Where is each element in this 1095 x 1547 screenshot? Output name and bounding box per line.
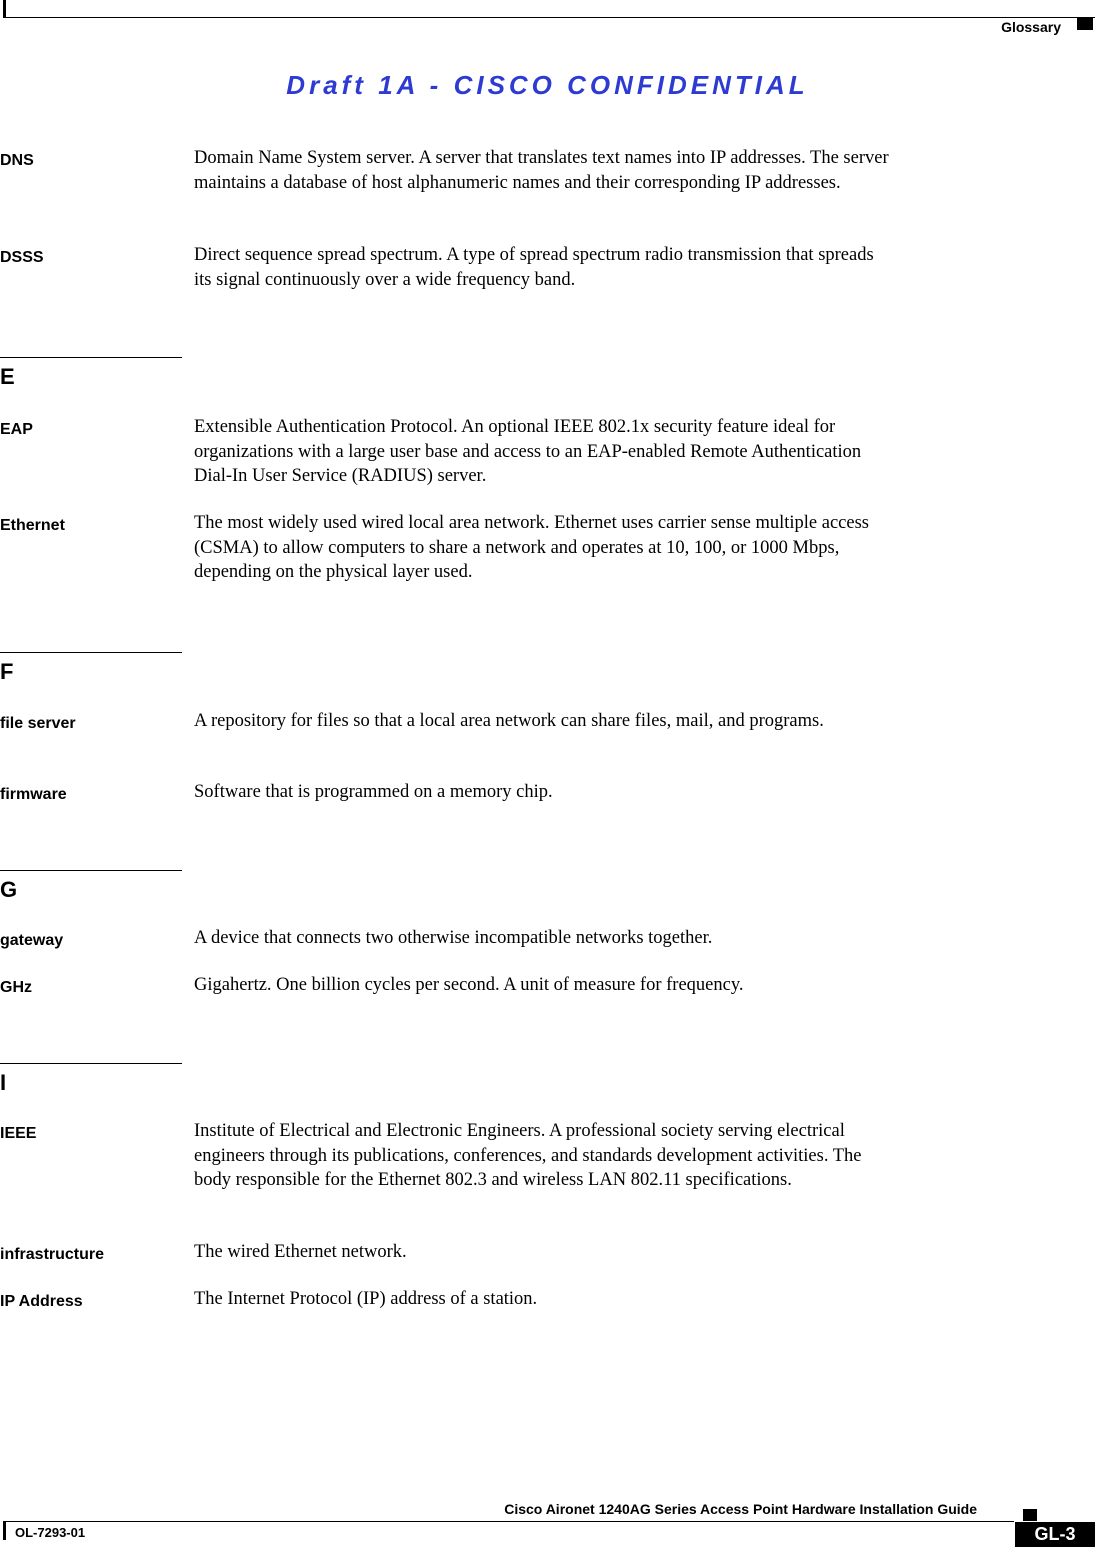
header-tick bbox=[3, 0, 6, 17]
definition-gateway: A device that connects two otherwise incompatible networks together. bbox=[194, 928, 713, 948]
definition-dsss: Direct sequence spread spectrum. A type of spread spectrum radio transmission that spreads its signal continuously over a wide frequency band. bbox=[194, 245, 874, 290]
page-number: GL-3 bbox=[1015, 1522, 1095, 1547]
draft-watermark: Draft 1A - CISCO CONFIDENTIAL bbox=[286, 70, 809, 100]
header-title: Glossary bbox=[1001, 19, 1061, 35]
term-gateway: gateway bbox=[0, 932, 64, 949]
term-ethernet: Ethernet bbox=[0, 517, 65, 534]
definition-ieee: Institute of Electrical and Electronic Engineers. A professional society serving electrical engineers through its publications, conferences, and standards development activities. The body responsible for the Ethernet 802.3 and wireless LAN 802.11 specifications. bbox=[194, 1121, 862, 1190]
definition-eap: Extensible Authentication Protocol. An optional IEEE 802.1x security feature ideal for organizations with a large user base and access to an EAP-enabled Remote Authentication Dial-In User Service (RADIUS) server. bbox=[194, 417, 862, 486]
term-ieee: IEEE bbox=[0, 1125, 37, 1142]
footer-guide-title: Cisco Aironet 1240AG Series Access Point Hardware Installation Guide bbox=[504, 1501, 977, 1517]
section-heading-f: F bbox=[0, 659, 14, 684]
section-rule-i bbox=[0, 1063, 182, 1064]
term-ip-address: IP Address bbox=[0, 1293, 83, 1310]
definition-ip-address: The Internet Protocol (IP) address of a station. bbox=[194, 1289, 538, 1309]
section-heading-e: E bbox=[0, 364, 15, 389]
term-infrastructure: infrastructure bbox=[0, 1246, 105, 1263]
term-file-server: file server bbox=[0, 715, 76, 732]
section-rule-g bbox=[0, 870, 182, 871]
section-rule-f bbox=[0, 652, 182, 653]
footer-doc-number: OL-7293-01 bbox=[15, 1525, 86, 1540]
footer-tick bbox=[3, 1522, 6, 1540]
definition-ethernet: The most widely used wired local area network. Ethernet uses carrier sense multiple access (CSMA) to allow computers to share a network and operates at 10, 100, or 1000 Mbps, depending on the physical layer used. bbox=[194, 513, 869, 582]
term-dsss: DSSS bbox=[0, 249, 44, 266]
term-ghz: GHz bbox=[0, 979, 32, 996]
term-eap: EAP bbox=[0, 421, 33, 438]
definition-infrastructure: The wired Ethernet network. bbox=[194, 1242, 407, 1262]
header-rule bbox=[3, 17, 1095, 18]
section-heading-g: G bbox=[0, 877, 18, 902]
footer-rule bbox=[3, 1521, 1014, 1522]
header-marker bbox=[1077, 18, 1093, 30]
term-dns: DNS bbox=[0, 152, 34, 169]
footer-marker bbox=[1023, 1509, 1037, 1521]
section-heading-i: I bbox=[0, 1070, 7, 1095]
definition-firmware: Software that is programmed on a memory chip. bbox=[194, 782, 553, 802]
term-firmware: firmware bbox=[0, 786, 67, 803]
definition-file-server: A repository for files so that a local area network can share files, mail, and programs. bbox=[194, 711, 824, 731]
section-rule-e bbox=[0, 357, 182, 358]
definition-ghz: Gigahertz. One billion cycles per second. A unit of measure for frequency. bbox=[194, 975, 744, 995]
definition-dns: Domain Name System server. A server that translates text names into IP addresses. The server maintains a database of host alphanumeric names and their corresponding IP addresses. bbox=[194, 148, 889, 193]
